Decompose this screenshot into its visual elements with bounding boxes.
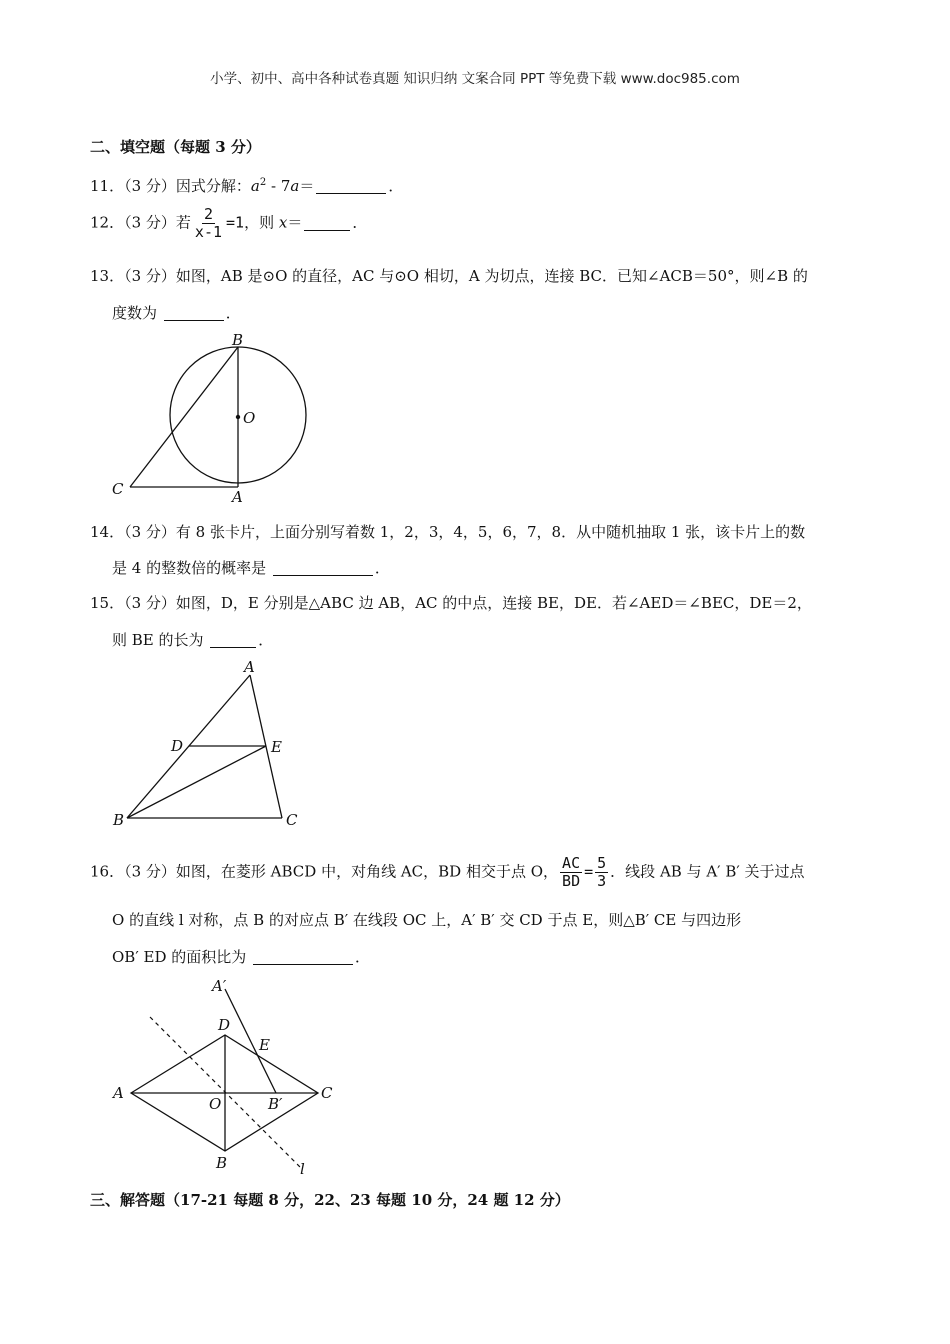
- label-o: O: [209, 1095, 222, 1113]
- question-score: （3 分）: [124, 267, 176, 285]
- question-number: 12．: [90, 213, 125, 232]
- label-b-prime: B′: [268, 1095, 283, 1113]
- question-13-line-1: 13．（3 分）如图，AB 是⊙O 的直径，AC 与⊙O 相切，A 为切点，连接 BC．已知∠ACB＝50°，则∠B 的: [90, 267, 808, 285]
- label-a: A: [232, 488, 243, 506]
- page-header: 小学、初中、高中各种试卷真题 知识归纳 文案合同 PPT 等免费下载 www.doc985.com: [210, 71, 740, 87]
- label-b: B: [216, 1154, 228, 1172]
- rhombus-reflection-figure: [105, 972, 345, 1182]
- label-a: A: [244, 658, 255, 676]
- fraction-5-3: $\frac{5}{3}$: [597, 854, 607, 890]
- answer-blank[interactable]: [164, 305, 224, 321]
- question-16-line-1: 16．（3 分）如图，在菱形 ABCD 中，对角线 AC，BD 相交于点 O， $\frac{AC}{BD}$ = $\frac{5}{3}$ ．线段 AB 与 A′ B′ 关于过点: [90, 854, 805, 890]
- question-13-line-2: 度数为 ．: [112, 304, 241, 322]
- question-score: （3 分）: [124, 594, 176, 612]
- question-11: 11．（3 分）因式分解：$a^2$ ‑ 7a＝ ．: [90, 177, 404, 195]
- label-e: E: [271, 738, 282, 756]
- label-c: C: [286, 811, 298, 829]
- question-number: 13．: [90, 267, 125, 285]
- label-b: B: [232, 331, 244, 349]
- question-number: 16．: [90, 862, 125, 881]
- segment-bc: [130, 347, 238, 487]
- question-score: （3 分）: [124, 213, 176, 232]
- fraction: $\frac{2}{x-1}$: [194, 205, 223, 241]
- question-score: （3 分）: [124, 862, 176, 881]
- label-d: D: [171, 737, 184, 755]
- label-e: E: [259, 1036, 270, 1054]
- question-16-line-3: OB′ ED 的面积比为 ．: [112, 948, 371, 966]
- question-15-line-1: 15．（3 分）如图，D，E 分别是△ABC 边 AB，AC 的中点，连接 BE，DE．若∠AED＝∠BEC，DE＝2，: [90, 594, 812, 612]
- label-b: B: [113, 811, 125, 829]
- answer-blank[interactable]: [304, 215, 350, 231]
- section-title-solutions: 三、解答题（17-21 每题 8 分，22、23 每题 10 分，24 题 12 分）: [90, 1191, 570, 1209]
- question-score: （3 分）: [124, 177, 176, 195]
- label-c: C: [112, 480, 124, 498]
- section-title-fill-in: 二、填空题（每题 3 分）: [90, 138, 261, 156]
- question-number: 15．: [90, 594, 125, 612]
- answer-blank[interactable]: [253, 949, 353, 965]
- label-a: A: [113, 1084, 124, 1102]
- question-number: 11．: [90, 177, 125, 195]
- segment-be: [127, 746, 266, 818]
- label-o: O: [243, 409, 256, 427]
- fraction-ac-bd: $\frac{AC}{BD}$: [562, 854, 581, 890]
- label-a-prime: A′: [212, 977, 227, 995]
- label-d: D: [218, 1016, 231, 1034]
- question-score: （3 分）: [124, 523, 176, 541]
- answer-blank[interactable]: [273, 560, 373, 576]
- circle-tangent-figure: [100, 330, 330, 510]
- center-point: [236, 415, 240, 419]
- question-12: 12．（3 分）若 $\frac{2}{x-1}$ =1，则 x＝ ．: [90, 205, 368, 241]
- question-15-line-2: 则 BE 的长为 ．: [112, 631, 274, 649]
- label-c: C: [321, 1084, 333, 1102]
- answer-blank[interactable]: [210, 632, 256, 648]
- answer-blank[interactable]: [316, 178, 386, 194]
- question-number: 14．: [90, 523, 125, 541]
- label-l: l: [300, 1160, 305, 1178]
- question-14-line-1: 14．（3 分）有 8 张卡片，上面分别写着数 1，2，3，4，5，6，7，8．从中随机抽取 1 张，该卡片上的数: [90, 523, 806, 541]
- question-16-line-2: O 的直线 l 对称，点 B 的对应点 B′ 在线段 OC 上，A′ B′ 交 CD 于点 E，则△B′ CE 与四边形: [112, 911, 742, 929]
- triangle-midpoint-figure: [105, 655, 315, 835]
- question-14-line-2: 是 4 的整数倍的概率是 ．: [112, 559, 390, 577]
